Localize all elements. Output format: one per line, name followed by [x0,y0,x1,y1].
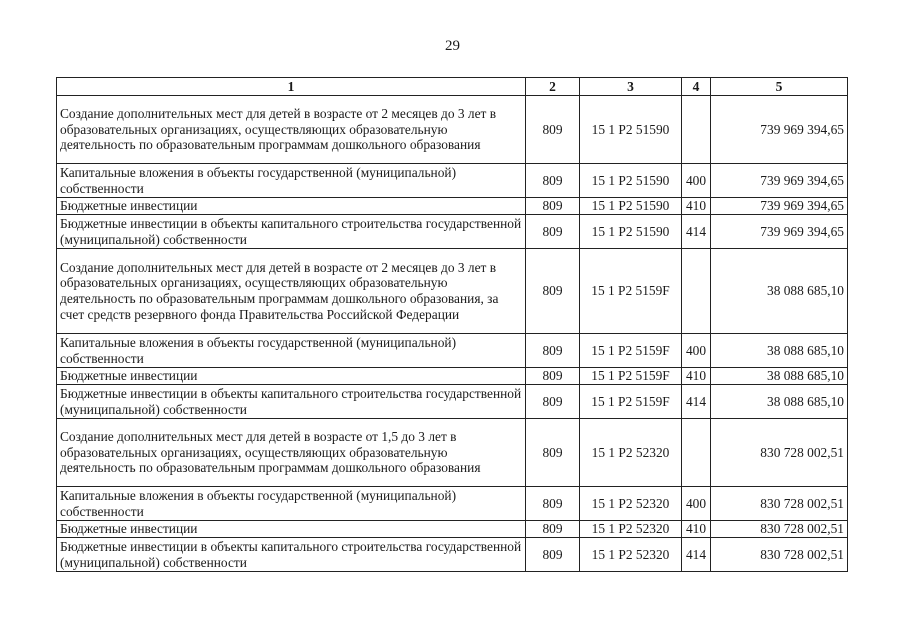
row-description: Бюджетные инвестиции [57,198,526,215]
table-row [57,385,848,419]
row-expense-type: 400 [682,487,711,521]
table-row [57,198,848,215]
row-description: Бюджетные инвестиции в объекты капитального строительства государственной (муниципальной) собственности [57,215,526,249]
row-amount: 739 969 394,65 [711,96,848,164]
row-amount: 38 088 685,10 [711,368,848,385]
row-expense-type: 410 [682,521,711,538]
table-row [57,96,848,164]
row-amount: 739 969 394,65 [711,164,848,198]
column-header: 2 [526,78,580,96]
row-expense-type: 414 [682,215,711,249]
row-description: Бюджетные инвестиции [57,521,526,538]
row-expense-type: 410 [682,198,711,215]
row-target-article: 15 1 P2 51590 [580,164,682,198]
row-amount: 830 728 002,51 [711,487,848,521]
row-code: 809 [526,487,580,521]
row-amount: 38 088 685,10 [711,385,848,419]
page-number: 29 [445,38,460,54]
table-row [57,215,848,249]
row-description: Капитальные вложения в объекты государственной (муниципальной) собственности [57,334,526,368]
row-description: Создание дополнительных мест для детей в возрасте от 2 месяцев до 3 лет в образовательных организациях, осуществляющих образовательную деятельность по образовательным программам дошкольного образования, за счет средств резервного фонда Правительства Российской Федерации [57,249,526,334]
row-amount: 739 969 394,65 [711,215,848,249]
row-expense-type: 414 [682,385,711,419]
row-target-article: 15 1 P2 5159F [580,334,682,368]
row-expense-type: 414 [682,538,711,572]
row-expense-type: 400 [682,334,711,368]
column-header: 3 [580,78,682,96]
row-expense-type: 410 [682,368,711,385]
table-row [57,164,848,198]
row-code: 809 [526,419,580,487]
row-target-article: 15 1 P2 5159F [580,249,682,334]
row-code: 809 [526,538,580,572]
row-expense-type: 400 [682,164,711,198]
table-row [57,538,848,572]
row-code: 809 [526,521,580,538]
row-code: 809 [526,368,580,385]
row-target-article: 15 1 P2 5159F [580,368,682,385]
row-amount: 830 728 002,51 [711,419,848,487]
row-target-article: 15 1 P2 52320 [580,419,682,487]
table-row [57,487,848,521]
row-target-article: 15 1 P2 52320 [580,521,682,538]
row-amount: 739 969 394,65 [711,198,848,215]
budget-table [56,77,848,572]
header-row [57,78,848,96]
row-description: Бюджетные инвестиции [57,368,526,385]
row-target-article: 15 1 P2 52320 [580,538,682,572]
table-row [57,521,848,538]
row-amount: 830 728 002,51 [711,521,848,538]
row-code: 809 [526,164,580,198]
row-expense-type [682,96,711,164]
row-amount: 38 088 685,10 [711,249,848,334]
row-code: 809 [526,334,580,368]
table-row [57,368,848,385]
row-target-article: 15 1 P2 51590 [580,198,682,215]
row-description: Создание дополнительных мест для детей в возрасте от 2 месяцев до 3 лет в образовательных организациях, осуществляющих образовательную деятельность по образовательным программам дошкольного образования [57,96,526,164]
column-header: 4 [682,78,711,96]
row-description: Капитальные вложения в объекты государственной (муниципальной) собственности [57,164,526,198]
row-description: Бюджетные инвестиции в объекты капитального строительства государственной (муниципальной) собственности [57,538,526,572]
row-expense-type [682,419,711,487]
row-amount: 38 088 685,10 [711,334,848,368]
row-target-article: 15 1 P2 5159F [580,385,682,419]
row-target-article: 15 1 P2 51590 [580,96,682,164]
column-header: 1 [57,78,526,96]
row-code: 809 [526,249,580,334]
row-description: Капитальные вложения в объекты государственной (муниципальной) собственности [57,487,526,521]
row-code: 809 [526,198,580,215]
row-target-article: 15 1 P2 51590 [580,215,682,249]
row-code: 809 [526,215,580,249]
row-description: Бюджетные инвестиции в объекты капитального строительства государственной (муниципальной) собственности [57,385,526,419]
row-target-article: 15 1 P2 52320 [580,487,682,521]
row-amount: 830 728 002,51 [711,538,848,572]
row-code: 809 [526,96,580,164]
table-row [57,419,848,487]
column-header: 5 [711,78,848,96]
table-row [57,249,848,334]
row-code: 809 [526,385,580,419]
table-row [57,334,848,368]
row-expense-type [682,249,711,334]
row-description: Создание дополнительных мест для детей в возрасте от 1,5 до 3 лет в образовательных организациях, осуществляющих образовательную деятельность по образовательным программам дошкольного образования [57,419,526,487]
